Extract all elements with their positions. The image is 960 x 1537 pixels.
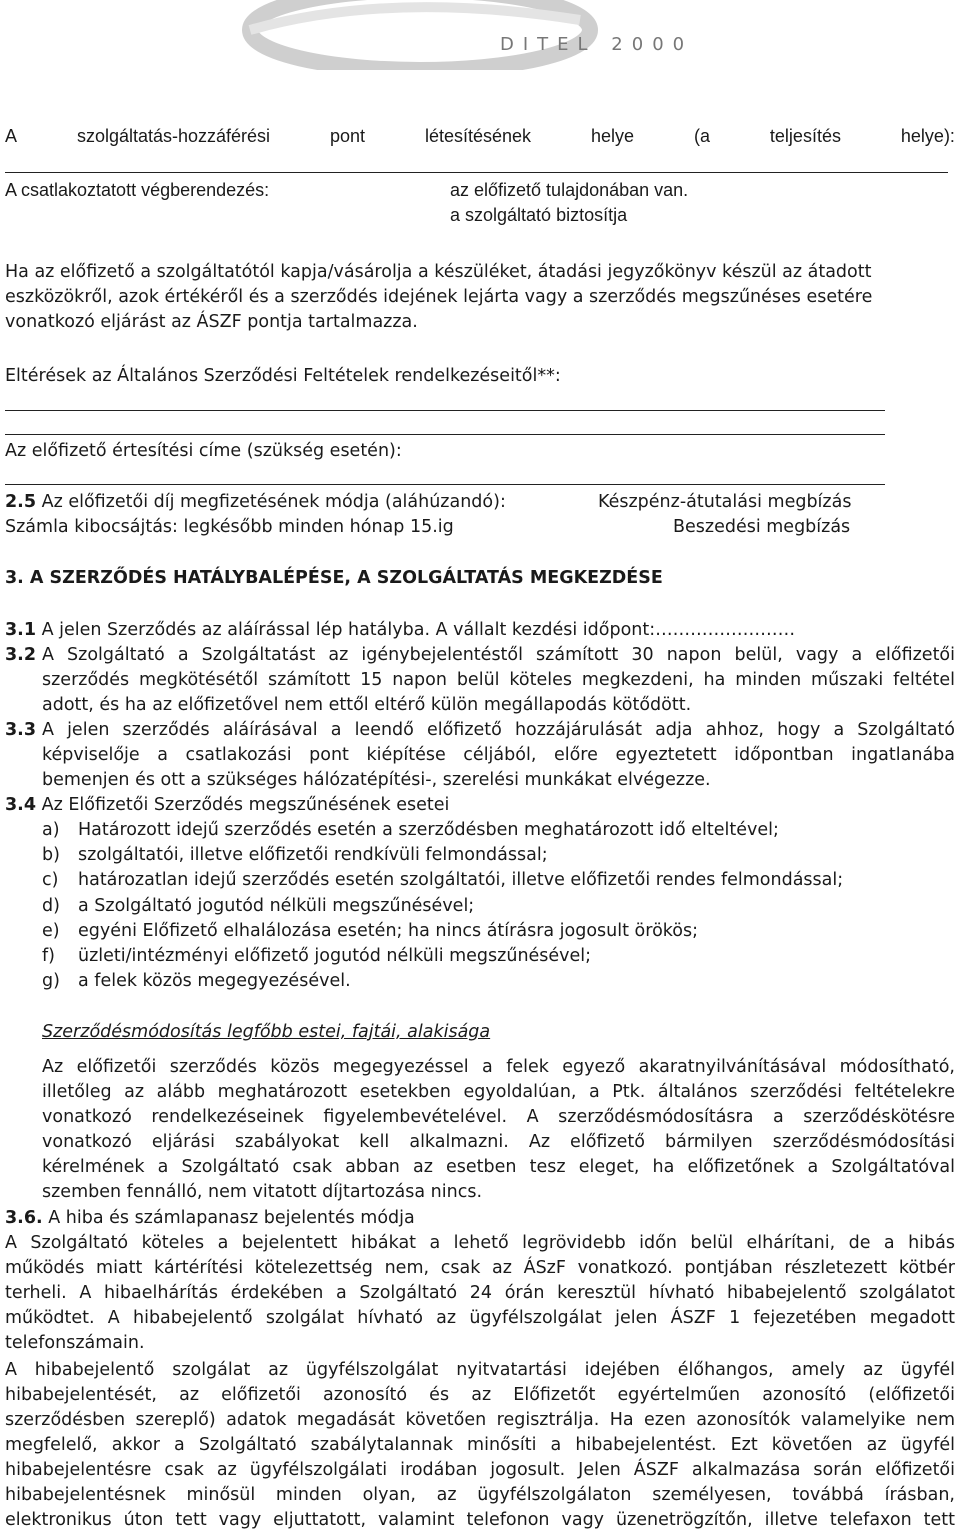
case-letter: c) (42, 870, 59, 890)
case-text: Határozott idejű szerződés esetén a szerződésben meghatározott idő elteltével; (78, 820, 779, 840)
case-letter: g) (42, 971, 60, 991)
termination-case (42, 946, 591, 966)
paragraph-line: kérelmének a Szolgáltató csak abban az esetben tesz eleget, ha előfizetőnek a Szolgáltatóval (42, 1157, 955, 1177)
case-letter: f) (42, 946, 55, 966)
section-number: 3.1 (5, 620, 37, 640)
location-word: teljesítés (769, 126, 841, 146)
section-3-title: 3. A SZERZŐDÉS HATÁLYBALÉPÉSE, A SZOLGÁLTATÁS MEGKEZDÉSE (5, 568, 663, 588)
section-number: 3.4 (5, 795, 37, 815)
paragraph-line: A Szolgáltató köteles a bejelentett hibákat a lehető legrövidebb időn belül elhárítani, de a hibás (5, 1233, 955, 1253)
terminal-option-provider[interactable]: a szolgáltató biztosítja (450, 205, 628, 225)
paragraph-line: működtet. A hibabejelentő szolgálat hívható az ügyfélszolgálat jelen ÁSZF 1 fejezetében megadott (5, 1308, 955, 1328)
payment-row (5, 492, 506, 512)
paragraph-3-1 (5, 620, 795, 640)
termination-case (42, 845, 548, 865)
paragraph-line: A Szolgáltató a Szolgáltatást az igénybejelentéstől számított 30 napon belül, vagy a előfizetői (42, 645, 955, 665)
paragraph-line: bemenjen és ott a szükséges hálózatépítési-, szerelési munkákat elvégezze. (42, 770, 711, 790)
location-fill-line[interactable] (5, 172, 948, 173)
paragraph-line: A jelen szerződés aláírásával a leendő előfizető hozzájárulását adja ahhoz, hogy a Szolgáltató (42, 720, 955, 740)
billing-text: Számla kibocsájtás: legkésőbb minden hónap 15.ig (5, 517, 454, 537)
termination-case (42, 896, 474, 916)
paragraph-3-4 (5, 795, 449, 815)
paragraph-line: vonatkozó eljárási szabályokat kell alkalmazni. Az előfizető bármilyen szerződésmódosítási (42, 1132, 955, 1152)
location-word: létesítésének (424, 126, 532, 146)
notify-address-label: Az előfizető értesítési címe (szükség esetén): (5, 441, 402, 461)
location-word: helye (591, 126, 635, 146)
paragraph-text: A jelen Szerződés az aláírással lép hatályba. A vállalt kezdési időpont:…………………… (41, 620, 796, 640)
case-text: határozatlan idejű szerződés esetén szolgáltatói, illetve előfizetői rendes felmondással; (78, 870, 844, 890)
paragraph-line: szemben fennálló, nem vitatott díjtartozása nincs. (42, 1182, 483, 1202)
location-word: (a (693, 126, 710, 146)
logo-text: DITEL 2000 (500, 34, 694, 55)
paragraph-line: hibabejelentésre csak az ügyfélszolgálati irodában jogosult. Jelen ÁSZF alkalmazása során előfizetői (5, 1460, 955, 1480)
paragraph-line: illetőleg az alább meghatározott esetekben egyoldalúan, a Ptk. általános szerződési feltételekre (42, 1082, 955, 1102)
terminal-label: A csatlakoztatott végberendezés: (5, 180, 270, 200)
payment-label: Az előfizetői díj megfizetésének módja (aláhúzandó): (41, 492, 506, 512)
location-word: A (5, 126, 18, 146)
paragraph-line: adott, és ha az előfizetővel nem ettől eltérő külön megállapodás kötődött. (42, 695, 692, 715)
paragraph-line: vonatkozó rendelkezéseinek figyelembevételével. A szerződésmódosításra a szerződéskötésre (42, 1107, 955, 1127)
paragraph-3-6 (5, 1208, 415, 1228)
notify-address-fill-line[interactable] (5, 484, 885, 485)
location-word: helye): (900, 126, 955, 146)
paragraph-line: szerződés megkötésétől számított 15 napon belül köteles megkezdeni, ha minden műszaki feltétel (42, 670, 955, 690)
termination-case (42, 971, 351, 991)
location-word: szolgáltatás-hozzáférési (76, 126, 271, 146)
termination-case (42, 921, 698, 941)
payment-option-transfer[interactable]: Készpénz-átutalási megbízás (598, 492, 852, 512)
paragraph-line: Az előfizetői szerződés közös megegyezéssel a felek egyező akaratnyilvánításával módosítható, (42, 1057, 955, 1077)
paragraph-text: Az Előfizetői Szerződés megszűnésének esetei (41, 795, 450, 815)
location-word: pont (330, 126, 366, 146)
section-number: 3.6. (5, 1208, 43, 1228)
case-text: üzleti/intézményi előfizető jogutód nélküli megszűnésével; (78, 946, 592, 966)
equipment-line: vonatkozó eljárást az ÁSZF pontja tartalmazza. (5, 312, 418, 332)
paragraph-line: hibabejelentését, az előfizetői azonosító és az Előfizetőt egyértelműen azonosító (előfizetői (5, 1385, 955, 1405)
terminal-option-owned[interactable]: az előfizető tulajdonában van. (450, 180, 689, 200)
paragraph-line: telefonszámain. (5, 1333, 145, 1353)
case-text: egyéni Előfizető elhalálozása esetén; ha nincs átírásra jogosult örökös; (78, 921, 699, 941)
location-label (5, 126, 955, 147)
paragraph-line: terheli. A hibaelhárítás érdekében a Szolgáltató 24 órán keresztül hívható hibabejelentő szolgálatot (5, 1283, 955, 1303)
section-number: 3.3 (5, 720, 37, 740)
paragraph-line: képviselője a csatlakozási pont kiépítése céljából, előre egyeztetett időpontban ingatlanába (42, 745, 955, 765)
deviations-fill-line[interactable] (5, 410, 885, 411)
case-text: szolgáltatói, illetve előfizetői rendkívüli felmondással; (78, 845, 548, 865)
ditel-logo (240, 0, 760, 70)
case-text: a felek közös megegyezésével. (78, 971, 351, 991)
paragraph-line: szerződésben szereplő) adatok megadását követően regisztrálja. Ha ezen azonosítók valamelyike nem (5, 1410, 955, 1430)
termination-case (42, 820, 779, 840)
equipment-line: Ha az előfizető a szolgáltatótól kapja/vásárolja a készüléket, átadási jegyzőkönyv készül az átadott (5, 262, 872, 282)
payment-option-direct-debit[interactable]: Beszedési megbízás (673, 517, 851, 537)
modification-title: Szerződésmódosítás legfőbb estei, fajtái, alakisága (42, 1022, 491, 1042)
deviations-label: Eltérések az Általános Szerződési Feltételek rendelkezéseitől**: (5, 366, 561, 386)
paragraph-line: A hibabejelentő szolgálat az ügyfélszolgálat nyitvatartási idejében élőhangos, amely az ügyfél (5, 1360, 955, 1380)
paragraph-line: működés miatt kártérítési kötelezettség nem, csak az ÁSzF vonatkozó. pontjában részletezett kötbér (5, 1258, 955, 1278)
section-number: 3.2 (5, 645, 37, 665)
deviations-fill-line[interactable] (5, 434, 885, 435)
equipment-line: eszközökről, azok értékéről és a szerződés idejének lejárta vagy a szerződés megszűnéses esetére (5, 287, 873, 307)
case-letter: e) (42, 921, 60, 941)
paragraph-line: megfelelő, akkor a Szolgáltató szabálytalannak minősíti a hibabejelentést. Ezt követően az ügyfél (5, 1435, 955, 1455)
section-number: 2.5 (5, 492, 37, 512)
termination-case (42, 870, 843, 890)
case-text: a Szolgáltató jogutód nélküli megszűnésével; (78, 896, 475, 916)
paragraph-line: elektronikus úton tett vagy eljuttatott, valamint telefonon vagy üzenetrögzítőn, illetve telefaxon tett (5, 1510, 955, 1530)
paragraph-line: hibabejelentésnek minősül minden olyan, az ügyfélszolgálaton személyesen, továbbá írásban, (5, 1485, 955, 1505)
paragraph-text: A hiba és számlapanasz bejelentés módja (48, 1208, 415, 1228)
case-letter: b) (42, 845, 60, 865)
case-letter: a) (42, 820, 60, 840)
case-letter: d) (42, 896, 60, 916)
